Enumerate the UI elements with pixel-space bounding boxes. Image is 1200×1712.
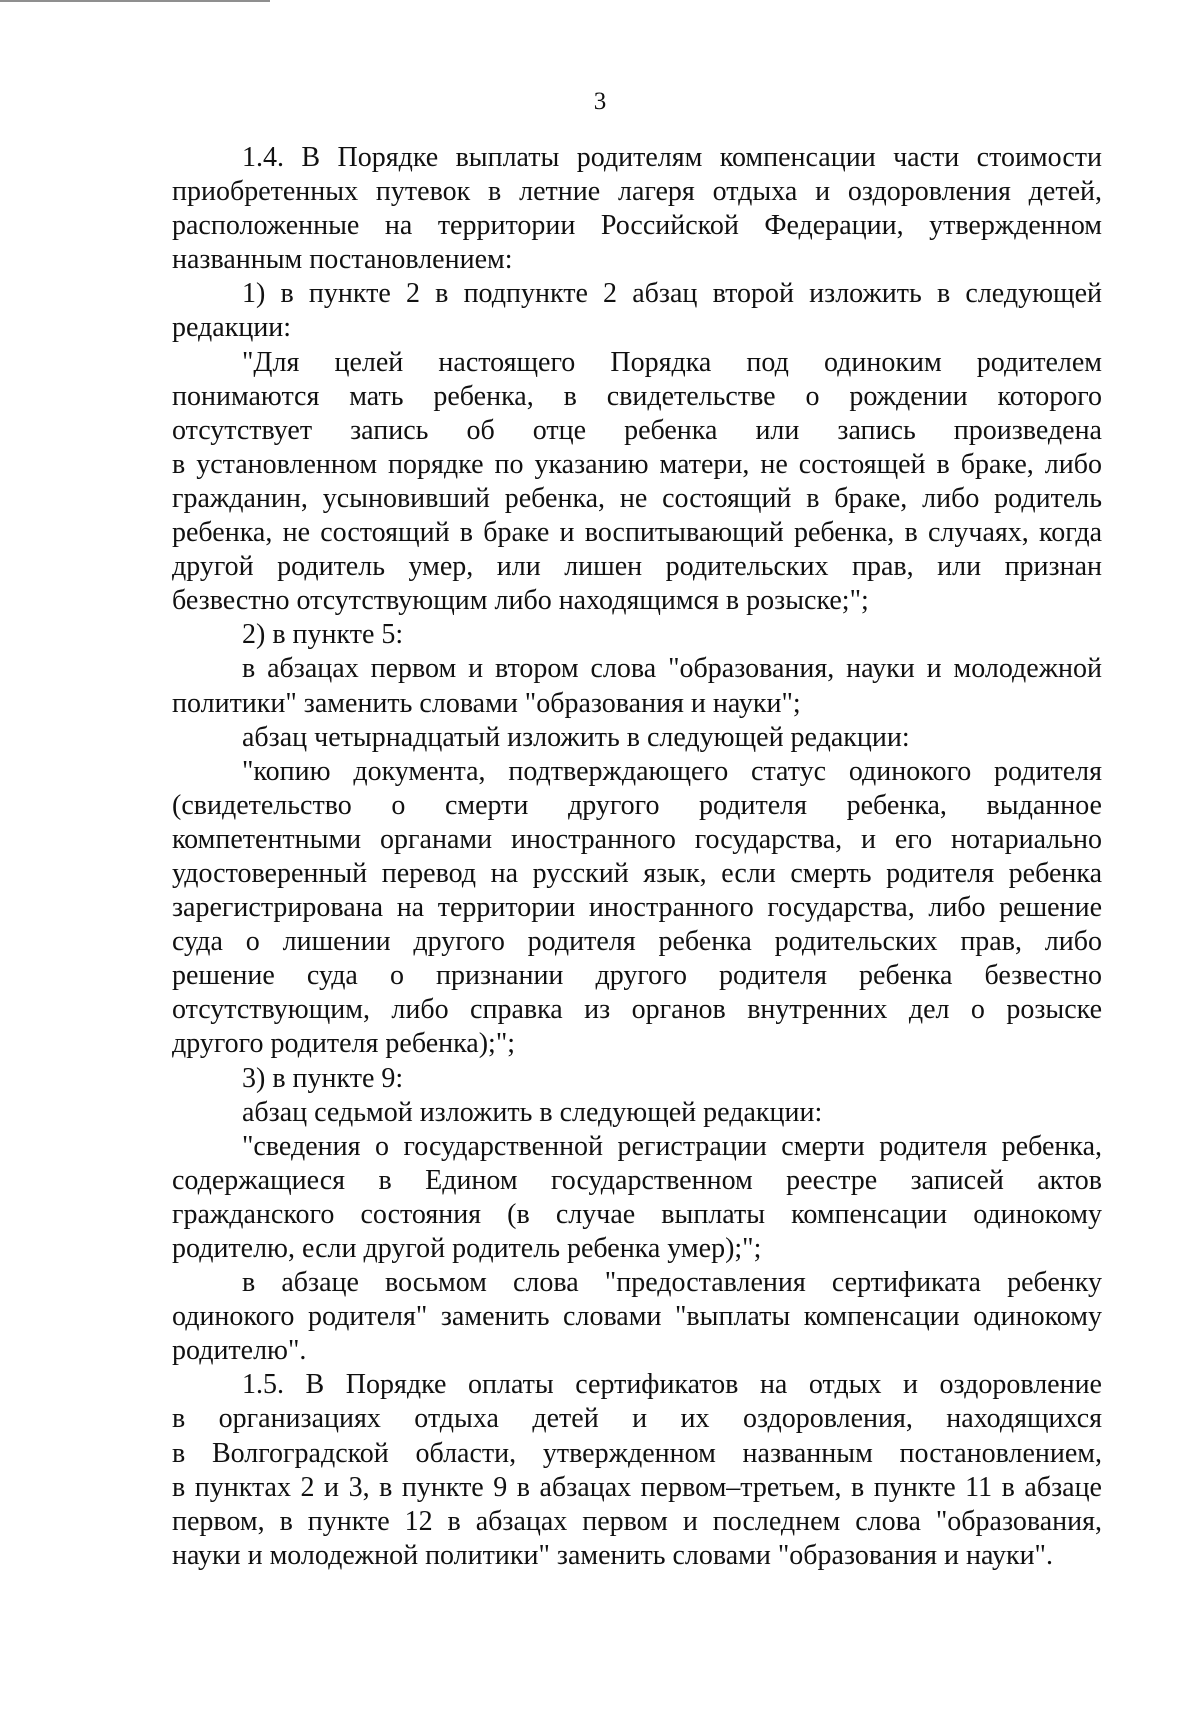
text-line: отсутствует запись об отце ребенка или запись произведена <box>172 414 1102 446</box>
text-line: в абзаце восьмом слова "предоставления сертификата ребенку <box>242 1267 1102 1299</box>
text-line: в Волгоградской области, утвержденном названным постановлением, <box>172 1437 1102 1469</box>
text-line: понимаются мать ребенка, в свидетельстве о рождении которого <box>172 380 1102 412</box>
text-line: "сведения о государственной регистрации смерти родителя ребенка, <box>242 1130 1102 1162</box>
text-line: приобретенных путевок в летние лагеря отдыха и оздоровления детей, <box>172 176 1102 208</box>
text-line: в абзацах первом и втором слова "образования, науки и молодежной <box>242 653 1102 685</box>
page-number: 3 <box>593 88 607 115</box>
text-line: в пунктах 2 и 3, в пункте 9 в абзацах первом–третьем, в пункте 11 в абзаце <box>172 1471 1102 1503</box>
text-line: другого родителя ребенка);"; <box>172 1028 516 1060</box>
text-line: политики" заменить словами "образования и науки"; <box>172 687 801 719</box>
text-line: "копию документа, подтверждающего статус одинокого родителя <box>242 755 1102 787</box>
text-line: абзац четырнадцатый изложить в следующей редакции: <box>242 721 910 753</box>
text-line: зарегистрирована на территории иностранного государства, либо решение <box>172 892 1102 924</box>
text-line: гражданин, усыновивший ребенка, не состоящий в браке, либо родитель <box>172 482 1102 514</box>
scan-edge-mark <box>0 0 270 2</box>
text-line: редакции: <box>172 312 292 344</box>
text-line: суда о лишении другого родителя ребенка родительских прав, либо <box>172 926 1102 958</box>
text-line: одинокого родителя" заменить словами "выплаты компенсации одинокому <box>172 1301 1102 1333</box>
text-line: "Для целей настоящего Порядка под одиноким родителем <box>242 346 1102 378</box>
text-line: расположенные на территории Российской Федерации, утвержденном <box>172 210 1102 242</box>
text-line: науки и молодежной политики" заменить словами "образования и науки". <box>172 1539 1053 1571</box>
text-line: компетентными органами иностранного государства, и его нотариально <box>172 823 1102 855</box>
text-line: 1.5. В Порядке оплаты сертификатов на отдых и оздоровление <box>242 1369 1102 1401</box>
text-line: ребенка, не состоящий в браке и воспитывающий ребенка, в случаях, когда <box>172 517 1102 549</box>
text-line: в установленном порядке по указанию матери, не состоящей в браке, либо <box>172 448 1102 480</box>
text-line: 3) в пункте 9: <box>242 1062 404 1094</box>
text-line: названным постановлением: <box>172 244 513 276</box>
text-line: 1.4. В Порядке выплаты родителям компенсации части стоимости <box>242 142 1102 173</box>
text-line: другой родитель умер, или лишен родительских прав, или признан <box>172 551 1102 583</box>
text-line: в организациях отдыха детей и их оздоровления, находящихся <box>172 1403 1102 1435</box>
text-line: родителю". <box>172 1335 307 1367</box>
document-body <box>172 141 1102 1573</box>
text-line: решение суда о признании другого родителя ребенка безвестно <box>172 960 1102 992</box>
text-line: 1) в пункте 2 в подпункте 2 абзац второй изложить в следующей <box>242 278 1102 310</box>
text-line: (свидетельство о смерти другого родителя ребенка, выданное <box>172 789 1102 821</box>
text-line: отсутствующим, либо справка из органов внутренних дел о розыске <box>172 994 1102 1026</box>
text-line: первом, в пункте 12 в абзацах первом и последнем слова "образования, <box>172 1505 1102 1537</box>
text-line: содержащиеся в Едином государственном реестре записей актов <box>172 1164 1102 1196</box>
text-line: безвестно отсутствующим либо находящимся в розыске;"; <box>172 585 869 617</box>
text-line: родителю, если другой родитель ребенка умер);"; <box>172 1233 762 1264</box>
text-line: удостоверенный перевод на русский язык, если смерть родителя ребенка <box>172 857 1102 889</box>
text-line: абзац седьмой изложить в следующей редакции: <box>242 1096 823 1128</box>
text-line: гражданского состояния (в случае выплаты компенсации одинокому <box>172 1198 1102 1230</box>
text-line: 2) в пункте 5: <box>242 619 404 651</box>
